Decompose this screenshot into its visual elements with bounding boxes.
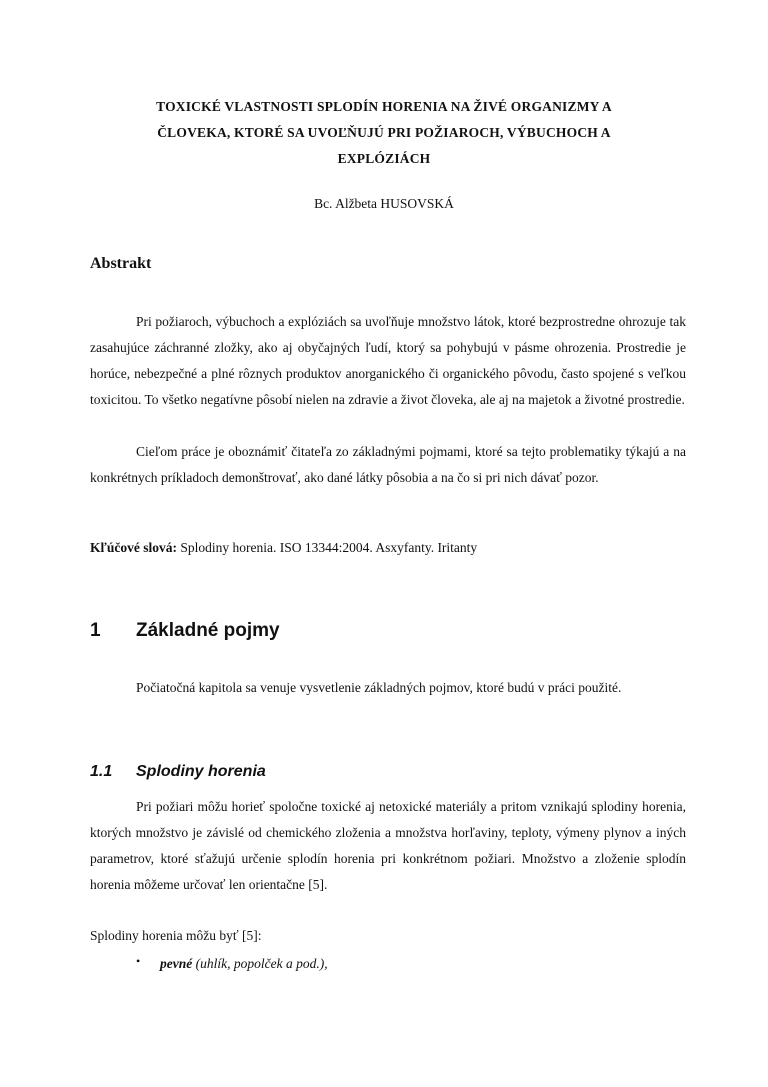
abstract-heading: Abstrakt: [90, 255, 152, 272]
abstract-paragraph-2: Cieľom práce je oboznámiť čitateľa zo základnými pojmami, ktoré sa tejto problematiky týkajú a na konkrétnych príkladoch demonštrovať, ako dané látky pôsobia a na čo si pri nich dávať pozor.: [90, 444, 686, 485]
bullet-icon: •: [136, 954, 141, 968]
section-1-paragraph: Počiatočná kapitola sa venuje vysvetlenie základných pojmov, ktoré budú v práci použité.: [136, 680, 622, 695]
title-line-3: EXPLÓZIÁCH: [337, 151, 431, 166]
list-item-term: pevné: [160, 956, 193, 971]
section-1-1-number: 1.1: [90, 763, 113, 780]
keywords-label: Kľúčové slová:: [90, 540, 177, 555]
paper-title: [90, 94, 678, 172]
section-1-heading: [90, 620, 280, 642]
section-1-1-paragraph: Pri požiari môžu horieť spoločne toxické aj netoxické materiály a pritom vznikajú splodiny horenia, ktorých množstvo je závislé od chemického zloženia a množstva horľaviny, teploty, výmeny plynov a iných parametrov, ktoré sťažujú určenie splodín horenia pri konkrétnom požiari. Množstvo a zloženie splodín horenia môžeme určovať len orientačne [5].: [90, 799, 686, 892]
author-name: Bc. Alžbeta HUSOVSKÁ: [314, 196, 454, 211]
section-1-1-heading: [90, 763, 266, 781]
section-1-number: 1: [90, 620, 101, 641]
title-line-2: ČLOVEKA, KTORÉ SA UVOĽŇUJÚ PRI POŽIAROCH, VÝBUCHOCH A: [157, 125, 611, 140]
section-1-title: Základné pojmy: [136, 620, 280, 641]
keywords-value: Splodiny horenia. ISO 13344:2004. Asxyfanty. Iritanty: [176, 540, 478, 555]
title-line-1: TOXICKÉ VLASTNOSTI SPLODÍN HORENIA NA ŽIVÉ ORGANIZMY A: [156, 99, 612, 114]
list-item-detail: (uhlík, popolček a pod.),: [192, 956, 328, 971]
list-intro: Splodiny horenia môžu byť [5]:: [90, 928, 262, 943]
abstract-paragraph-1: Pri požiaroch, výbuchoch a explóziách sa uvoľňuje množstvo látok, ktoré bezprostredne ohrozuje tak zasahujúce záchranné zložky, ako aj obyčajných ľudí, ktorý sa pohybujú v pásme ohrozenia. Prostredie je horúce, nebezpečné a plné rôznych produktov anorganického či organického pôvodu, často spojené s veľkou toxicitou. To všetko negatívne pôsobí nielen na zdravie a život človeka, ale aj na majetok a životné prostredie.: [90, 314, 686, 407]
keywords-line: [90, 540, 477, 556]
section-1-1-title: Splodiny horenia: [136, 763, 266, 780]
list-item: [136, 954, 328, 972]
